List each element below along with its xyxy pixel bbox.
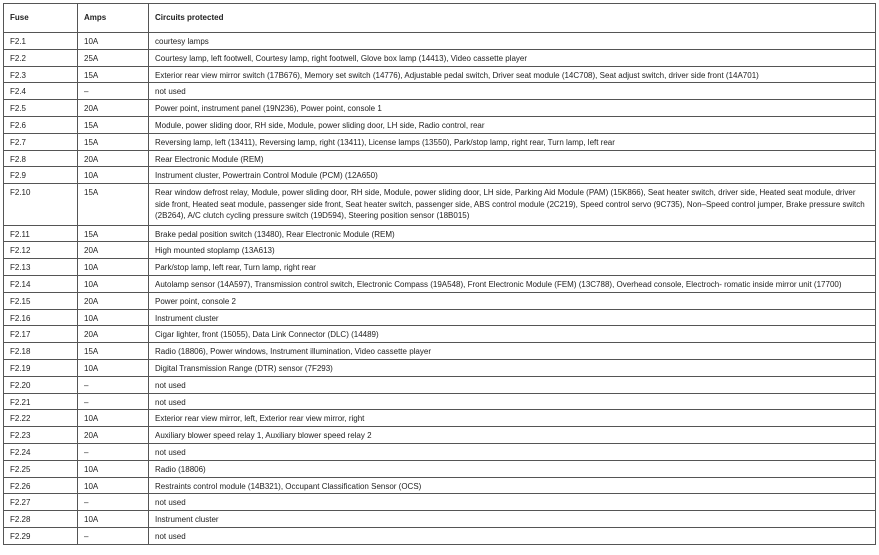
amps-cell: – <box>78 528 149 545</box>
table-row <box>4 393 876 410</box>
fuse-cell: F2.20 <box>4 376 78 393</box>
circuits-cell: Instrument cluster <box>149 309 876 326</box>
table-row <box>4 116 876 133</box>
table-row <box>4 292 876 309</box>
amps-cell: 20A <box>78 326 149 343</box>
circuits-cell: Rear window defrost relay, Module, power sliding door, RH side, Module, power sliding door, LH side, Parking Aid Module (PAM) (15K866), Seat heater switch, driver side, Heated seat module, driver side front, Heated seat module, passenger side front, Seat heater switch, passenger side, ABS control module (2C219), Speed control servo (9C735), Non–Speed control jumper, Brake pressure switch (2B264), A/C clutch cycling pressure switch (19D594), Steering position sensor (18B015) <box>149 184 876 226</box>
table-row <box>4 242 876 259</box>
circuits-cell: Module, power sliding door, RH side, Module, power sliding door, LH side, Radio control, rear <box>149 116 876 133</box>
circuits-cell: Courtesy lamp, left footwell, Courtesy lamp, right footwell, Glove box lamp (14413), Video cassette player <box>149 49 876 66</box>
circuits-cell: Restraints control module (14B321), Occupant Classification Sensor (OCS) <box>149 477 876 494</box>
circuits-cell: Reversing lamp, left (13411), Reversing lamp, right (13411), License lamps (13550), Park/stop lamp, right rear, Turn lamp, left rear <box>149 133 876 150</box>
circuits-cell: Exterior rear view mirror switch (17B676), Memory set switch (14776), Adjustable pedal switch, Driver seat module (14C708), Seat adjust switch, driver side front (14A701) <box>149 66 876 83</box>
amps-cell: 15A <box>78 133 149 150</box>
table-row <box>4 225 876 242</box>
fuse-cell: F2.23 <box>4 427 78 444</box>
amps-cell: 10A <box>78 309 149 326</box>
table-row <box>4 427 876 444</box>
fuse-cell: F2.16 <box>4 309 78 326</box>
amps-cell: 10A <box>78 511 149 528</box>
circuits-cell: Auxiliary blower speed relay 1, Auxiliary blower speed relay 2 <box>149 427 876 444</box>
circuits-cell: Digital Transmission Range (DTR) sensor (7F293) <box>149 360 876 377</box>
fuse-cell: F2.22 <box>4 410 78 427</box>
fuse-cell: F2.7 <box>4 133 78 150</box>
fuse-cell: F2.17 <box>4 326 78 343</box>
amps-cell: 20A <box>78 242 149 259</box>
table-row <box>4 167 876 184</box>
header-circuits: Circuits protected <box>149 4 876 33</box>
table-row <box>4 460 876 477</box>
table-row <box>4 150 876 167</box>
circuits-cell: Instrument cluster <box>149 511 876 528</box>
circuits-cell: Power point, instrument panel (19N236), Power point, console 1 <box>149 100 876 117</box>
table-row <box>4 511 876 528</box>
fuse-cell: F2.14 <box>4 276 78 293</box>
circuits-cell: High mounted stoplamp (13A613) <box>149 242 876 259</box>
fuse-cell: F2.2 <box>4 49 78 66</box>
amps-cell: 10A <box>78 259 149 276</box>
amps-cell: 15A <box>78 225 149 242</box>
fuse-cell: F2.21 <box>4 393 78 410</box>
table-row <box>4 33 876 50</box>
amps-cell: 20A <box>78 150 149 167</box>
table-row <box>4 444 876 461</box>
table-row <box>4 528 876 545</box>
fuse-cell: F2.26 <box>4 477 78 494</box>
fuse-cell: F2.24 <box>4 444 78 461</box>
amps-cell: 10A <box>78 477 149 494</box>
fuse-table <box>3 3 876 545</box>
fuse-cell: F2.4 <box>4 83 78 100</box>
circuits-cell: Brake pedal position switch (13480), Rear Electronic Module (REM) <box>149 225 876 242</box>
fuse-cell: F2.25 <box>4 460 78 477</box>
table-row <box>4 326 876 343</box>
amps-cell: 10A <box>78 460 149 477</box>
amps-cell: 15A <box>78 343 149 360</box>
circuits-cell: Exterior rear view mirror, left, Exterior rear view mirror, right <box>149 410 876 427</box>
circuits-cell: not used <box>149 494 876 511</box>
fuse-cell: F2.15 <box>4 292 78 309</box>
fuse-cell: F2.13 <box>4 259 78 276</box>
fuse-cell: F2.11 <box>4 225 78 242</box>
fuse-cell: F2.3 <box>4 66 78 83</box>
amps-cell: – <box>78 393 149 410</box>
circuits-cell: Park/stop lamp, left rear, Turn lamp, right rear <box>149 259 876 276</box>
fuse-cell: F2.29 <box>4 528 78 545</box>
table-row <box>4 343 876 360</box>
table-row <box>4 360 876 377</box>
amps-cell: 15A <box>78 184 149 226</box>
fuse-cell: F2.6 <box>4 116 78 133</box>
circuits-cell: Radio (18806), Power windows, Instrument illumination, Video cassette player <box>149 343 876 360</box>
fuse-cell: F2.12 <box>4 242 78 259</box>
table-body <box>4 33 876 545</box>
amps-cell: 20A <box>78 292 149 309</box>
fuse-cell: F2.27 <box>4 494 78 511</box>
circuits-cell: Power point, console 2 <box>149 292 876 309</box>
fuse-cell: F2.19 <box>4 360 78 377</box>
fuse-cell: F2.28 <box>4 511 78 528</box>
circuits-cell: not used <box>149 376 876 393</box>
fuse-cell: F2.5 <box>4 100 78 117</box>
amps-cell: 10A <box>78 410 149 427</box>
fuse-cell: F2.10 <box>4 184 78 226</box>
amps-cell: – <box>78 83 149 100</box>
table-row <box>4 66 876 83</box>
circuits-cell: Radio (18806) <box>149 460 876 477</box>
header-amps: Amps <box>78 4 149 33</box>
circuits-cell: courtesy lamps <box>149 33 876 50</box>
table-row <box>4 309 876 326</box>
amps-cell: 10A <box>78 33 149 50</box>
circuits-cell: Cigar lighter, front (15055), Data Link Connector (DLC) (14489) <box>149 326 876 343</box>
table-row <box>4 494 876 511</box>
amps-cell: 20A <box>78 427 149 444</box>
table-row <box>4 477 876 494</box>
table-row <box>4 410 876 427</box>
table-row <box>4 184 876 226</box>
fuse-cell: F2.1 <box>4 33 78 50</box>
table-row <box>4 133 876 150</box>
circuits-cell: not used <box>149 83 876 100</box>
table-row <box>4 100 876 117</box>
amps-cell: 15A <box>78 116 149 133</box>
amps-cell: 20A <box>78 100 149 117</box>
amps-cell: 10A <box>78 167 149 184</box>
amps-cell: – <box>78 444 149 461</box>
fuse-cell: F2.9 <box>4 167 78 184</box>
circuits-cell: not used <box>149 444 876 461</box>
table-row <box>4 83 876 100</box>
circuits-cell: not used <box>149 393 876 410</box>
amps-cell: – <box>78 494 149 511</box>
header-row <box>4 4 876 33</box>
amps-cell: 15A <box>78 66 149 83</box>
circuits-cell: Instrument cluster, Powertrain Control Module (PCM) (12A650) <box>149 167 876 184</box>
amps-cell: – <box>78 376 149 393</box>
table-row <box>4 376 876 393</box>
amps-cell: 25A <box>78 49 149 66</box>
circuits-cell: Autolamp sensor (14A597), Transmission control switch, Electronic Compass (19A548), Front Electronic Module (FEM) (13C788), Overhead console, Electroch- romatic inside mirror unit (17700) <box>149 276 876 293</box>
amps-cell: 10A <box>78 276 149 293</box>
table-row <box>4 259 876 276</box>
circuits-cell: not used <box>149 528 876 545</box>
header-fuse: Fuse <box>4 4 78 33</box>
table-row <box>4 49 876 66</box>
amps-cell: 10A <box>78 360 149 377</box>
table-row <box>4 276 876 293</box>
circuits-cell: Rear Electronic Module (REM) <box>149 150 876 167</box>
fuse-cell: F2.18 <box>4 343 78 360</box>
fuse-cell: F2.8 <box>4 150 78 167</box>
